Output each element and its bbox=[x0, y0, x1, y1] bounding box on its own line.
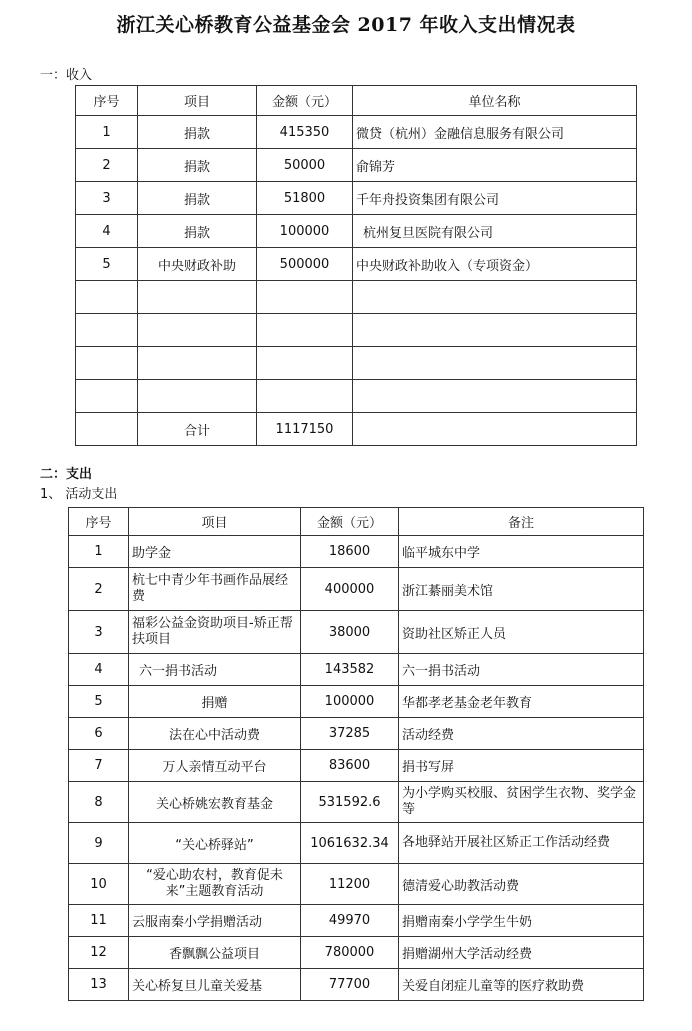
expense-amount: 77700 bbox=[301, 969, 399, 1001]
empty-cell bbox=[353, 314, 637, 347]
income-unit: 杭州复旦医院有限公司 bbox=[353, 215, 637, 248]
expense-note: 资助社区矫正人员 bbox=[399, 611, 644, 654]
expense-no: 9 bbox=[69, 823, 129, 864]
table-row bbox=[69, 718, 644, 750]
expense-amount: 143582 bbox=[301, 654, 399, 686]
expense-section-label: 二：支出 bbox=[40, 467, 93, 482]
expense-note: 关爱自闭症儿童等的医疗救助费 bbox=[399, 969, 644, 1001]
income-item: 捐款 bbox=[138, 149, 257, 182]
table-row bbox=[69, 937, 644, 969]
income-unit: 千年舟投资集团有限公司 bbox=[353, 182, 637, 215]
expense-sub-label: 1、 活动支出 bbox=[40, 487, 118, 502]
empty-cell bbox=[76, 380, 138, 413]
expense-item: 万人亲情互动平台 bbox=[129, 750, 301, 782]
expense-note: 捐书写屏 bbox=[399, 750, 644, 782]
expense-amount: 49970 bbox=[301, 905, 399, 937]
expense-no: 12 bbox=[69, 937, 129, 969]
income-no: 1 bbox=[76, 116, 138, 149]
expense-no: 1 bbox=[69, 536, 129, 568]
expense-no: 5 bbox=[69, 686, 129, 718]
empty-cell bbox=[353, 413, 637, 446]
expense-no: 2 bbox=[69, 568, 129, 611]
expense-note: 活动经费 bbox=[399, 718, 644, 750]
table-row bbox=[69, 750, 644, 782]
expense-header-note: 备注 bbox=[399, 508, 644, 536]
table-row bbox=[69, 905, 644, 937]
empty-row bbox=[76, 314, 637, 347]
expense-no: 7 bbox=[69, 750, 129, 782]
expense-amount: 83600 bbox=[301, 750, 399, 782]
expense-note: 为小学购买校服、贫困学生衣物、奖学金等 bbox=[399, 782, 644, 823]
table-row bbox=[76, 248, 637, 281]
expense-header-amount: 金额（元） bbox=[301, 508, 399, 536]
income-item: 中央财政补助 bbox=[138, 248, 257, 281]
expense-item: “爱心助农村，教育促未来”主题教育活动 bbox=[129, 864, 301, 905]
expense-note: 各地驿站开展社区矫正工作活动经费 bbox=[399, 823, 644, 864]
expense-no: 11 bbox=[69, 905, 129, 937]
expense-item: 杭七中青少年书画作品展经费 bbox=[129, 568, 301, 611]
income-header-unit: 单位名称 bbox=[353, 86, 637, 116]
expense-amount: 37285 bbox=[301, 718, 399, 750]
expense-no: 8 bbox=[69, 782, 129, 823]
empty-cell bbox=[257, 380, 353, 413]
income-unit: 中央财政补助收入（专项资金） bbox=[353, 248, 637, 281]
expense-amount: 38000 bbox=[301, 611, 399, 654]
empty-cell bbox=[138, 380, 257, 413]
income-total-label: 合计 bbox=[138, 413, 257, 446]
income-item: 捐款 bbox=[138, 215, 257, 248]
expense-amount: 780000 bbox=[301, 937, 399, 969]
table-row bbox=[69, 536, 644, 568]
empty-cell bbox=[257, 314, 353, 347]
expense-no: 6 bbox=[69, 718, 129, 750]
income-no: 4 bbox=[76, 215, 138, 248]
empty-cell bbox=[76, 413, 138, 446]
income-header-row bbox=[76, 86, 637, 116]
income-item: 捐款 bbox=[138, 182, 257, 215]
income-no: 2 bbox=[76, 149, 138, 182]
expense-no: 13 bbox=[69, 969, 129, 1001]
expense-item: 关心桥姚宏教育基金 bbox=[129, 782, 301, 823]
table-row bbox=[69, 611, 644, 654]
income-table bbox=[75, 85, 637, 446]
table-row bbox=[69, 654, 644, 686]
income-amount: 500000 bbox=[257, 248, 353, 281]
empty-cell bbox=[76, 281, 138, 314]
empty-cell bbox=[138, 314, 257, 347]
empty-row bbox=[76, 281, 637, 314]
expense-header-row bbox=[69, 508, 644, 536]
table-row bbox=[69, 969, 644, 1001]
expense-note: 临平城东中学 bbox=[399, 536, 644, 568]
expense-note: 浙江綦丽美术馆 bbox=[399, 568, 644, 611]
expense-amount: 100000 bbox=[301, 686, 399, 718]
expense-item: 捐赠 bbox=[129, 686, 301, 718]
empty-cell bbox=[257, 347, 353, 380]
expense-note: 捐赠湖州大学活动经费 bbox=[399, 937, 644, 969]
expense-no: 4 bbox=[69, 654, 129, 686]
table-row bbox=[76, 116, 637, 149]
expense-note: 六一捐书活动 bbox=[399, 654, 644, 686]
income-item: 捐款 bbox=[138, 116, 257, 149]
expense-amount: 1061632.34 bbox=[301, 823, 399, 864]
expense-no: 3 bbox=[69, 611, 129, 654]
expense-header-item: 项目 bbox=[129, 508, 301, 536]
income-no: 3 bbox=[76, 182, 138, 215]
expense-item: “关心桥驿站” bbox=[129, 823, 301, 864]
expense-item: 助学金 bbox=[129, 536, 301, 568]
table-row bbox=[76, 182, 637, 215]
table-row bbox=[69, 686, 644, 718]
income-amount: 51800 bbox=[257, 182, 353, 215]
expense-note: 德清爱心助教活动费 bbox=[399, 864, 644, 905]
income-header-item: 项目 bbox=[138, 86, 257, 116]
income-amount: 100000 bbox=[257, 215, 353, 248]
income-section-label: 一：收入 bbox=[40, 68, 93, 83]
empty-cell bbox=[353, 380, 637, 413]
expense-item: 法在心中活动费 bbox=[129, 718, 301, 750]
expense-item: 云服南秦小学捐赠活动 bbox=[129, 905, 301, 937]
table-row bbox=[69, 568, 644, 611]
expense-amount: 11200 bbox=[301, 864, 399, 905]
table-row bbox=[76, 149, 637, 182]
income-header-amount: 金额（元） bbox=[257, 86, 353, 116]
empty-cell bbox=[76, 314, 138, 347]
empty-row bbox=[76, 380, 637, 413]
table-row bbox=[69, 823, 644, 864]
empty-cell bbox=[257, 281, 353, 314]
expense-table bbox=[68, 507, 644, 1001]
income-unit: 微贷（杭州）金融信息服务有限公司 bbox=[353, 116, 637, 149]
empty-cell bbox=[138, 347, 257, 380]
table-row bbox=[76, 215, 637, 248]
income-amount: 415350 bbox=[257, 116, 353, 149]
income-amount: 50000 bbox=[257, 149, 353, 182]
expense-note: 捐赠南秦小学学生牛奶 bbox=[399, 905, 644, 937]
expense-no: 10 bbox=[69, 864, 129, 905]
page-title: 浙江关心桥教育公益基金会 2017 年收入支出情况表 bbox=[116, 14, 576, 36]
table-row bbox=[69, 864, 644, 905]
expense-amount: 400000 bbox=[301, 568, 399, 611]
table-row bbox=[69, 782, 644, 823]
expense-item: 六一捐书活动 bbox=[129, 654, 301, 686]
income-unit: 俞锦芳 bbox=[353, 149, 637, 182]
expense-amount: 18600 bbox=[301, 536, 399, 568]
empty-cell bbox=[353, 281, 637, 314]
expense-item: 香飘飘公益项目 bbox=[129, 937, 301, 969]
expense-note: 华都孝老基金老年教育 bbox=[399, 686, 644, 718]
expense-amount: 531592.6 bbox=[301, 782, 399, 823]
income-header-no: 序号 bbox=[76, 86, 138, 116]
empty-cell bbox=[353, 347, 637, 380]
expense-item: 福彩公益金资助项目-矫正帮扶项目 bbox=[129, 611, 301, 654]
expense-header-no: 序号 bbox=[69, 508, 129, 536]
empty-row bbox=[76, 347, 637, 380]
empty-cell bbox=[138, 281, 257, 314]
empty-cell bbox=[76, 347, 138, 380]
expense-item: 关心桥复旦儿童关爱基 bbox=[129, 969, 301, 1001]
income-total-amount: 1117150 bbox=[257, 413, 353, 446]
income-total-row bbox=[76, 413, 637, 446]
income-no: 5 bbox=[76, 248, 138, 281]
